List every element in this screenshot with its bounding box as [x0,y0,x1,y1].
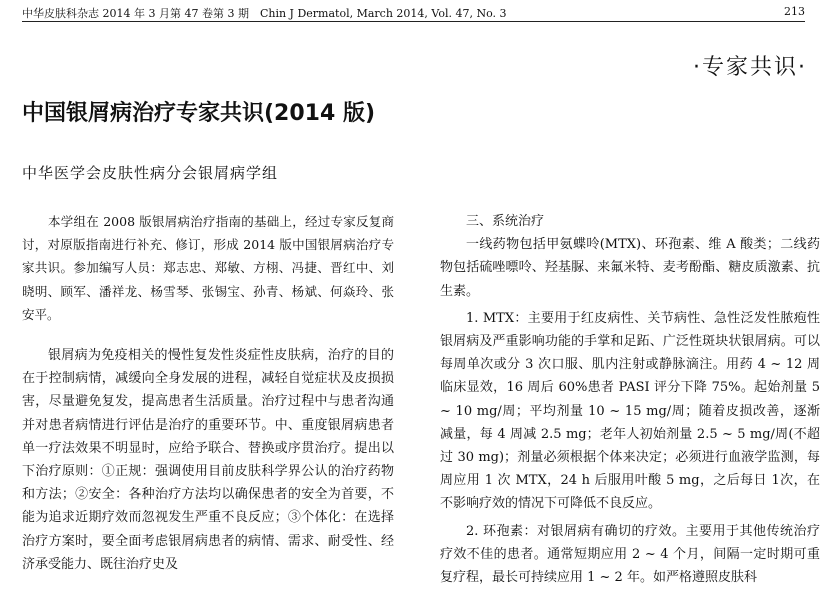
article-title: 中国银屑病治疗专家共识(2014 版) [22,101,375,126]
author-group: 中华医学会皮肤性病分会银屑病学组 [22,164,279,182]
intro-paragraph: 银屑病为免疫相关的慢性复发性炎症性皮肤病，治疗的目的在于控制病情，减缓向全身发展的进程，减轻自觉症状及皮损损害，尽量避免复发，提高患者生活质量。治疗过程中与患者沟通并对患者病情进行评估是治疗的重要环节。中、重度银屑病患者单一疗法效果不明显时，应给予联合、替换或序贯治疗。提出以下治疗原则：①正规：强调使用目前皮肤科学界公认的治疗药物和方法；②安全：各种治疗方法均以确保患者的安全为首要，不能为追求近期疗效而忽视发生严重不良反应；③个体化：在选择治疗方案时，要全面考虑银屑病患者的病情、需求、耐受性、经济承受能力、既往治疗史及 [22,348,394,572]
section-heading: 三、系统治疗 [466,214,545,229]
journal-citation: 中华皮肤科杂志 2014 年 3 月第 47 卷第 3 期 Chin J Dermatol, March 2014, Vol. 47, No. 3 [22,7,507,20]
overview-paragraph: 一线药物包括甲氨蝶呤(MTX)、环孢素、维 A 酸类；二线药物包括硫唑嘌呤、羟基脲、来氟米特、麦考酚酯、糖皮质激素、抗生素。 [440,237,820,299]
mtx-paragraph: 1. MTX：主要用于红皮病性、关节病性、急性泛发性脓疱性银屑病及严重影响功能的手掌和足跖、广泛性斑块状银屑病。可以每周单次或分 3 次口服、肌内注射或静脉滴注。用药 4 ~ 12 周临床显效，16 周后 60%患者 PASI 评分下降 75%。起始剂量 5 ~ 10 mg/周；平均剂量 10 ~ 15 mg/周；随着皮损改善，逐渐减量，每 4 周减 2.5 mg；老年人初始剂量 2.5 ~ 5 mg/周(不超过 30 mg)；剂量必须根据个体来决定；必须进行血液学监测，每周应用 1 次 MTX，24 h 后服用叶酸 5 mg，之后每日 1次，在不影响疗效的情况下可降低不良反应。 [440,310,820,512]
abstract-paragraph: 本学组在 2008 版银屑病治疗指南的基础上，经过专家反复商讨，对原版指南进行补充、修订，形成 2014 版中国银屑病治疗专家共识。参加编写人员：郑志忠、郑敏、方栩、冯捷、晋红中、刘晓明、顾军、潘祥龙、杨雪琴、张锡宝、孙青、杨斌、何焱玲、张安平。 [22,214,394,322]
left-column [22,210,394,576]
section-tag: ·专家共识· [693,55,807,80]
right-column [440,210,820,589]
cyclosporine-paragraph: 2. 环孢素：对银屑病有确切的疗效。主要用于其他传统治疗疗效不佳的患者。通常短期应用 2 ~ 4 个月，间隔一定时期可重复疗程，最长可持续应用 1 ~ 2 年。如严格遵照皮肤科 [440,523,820,586]
header-rule [22,21,805,22]
page-number: 213 [784,5,805,18]
